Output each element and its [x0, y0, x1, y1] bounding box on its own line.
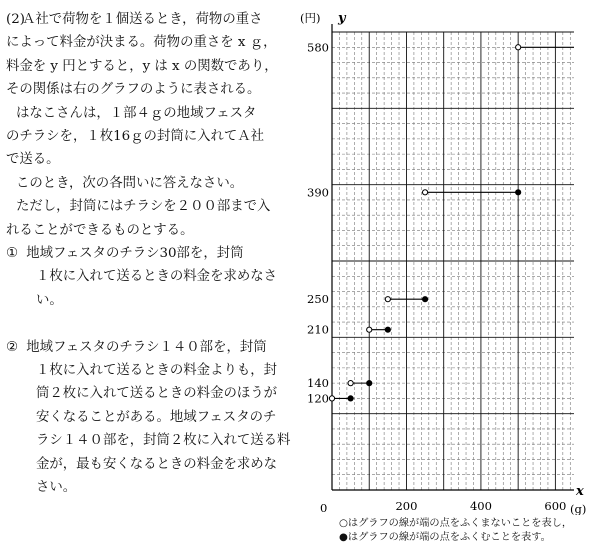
problem-line: ただし，封筒にはチラシを２００部まで入: [16, 199, 271, 215]
question-2-line: 安くなることがある。地域フェスタのチ: [36, 409, 277, 425]
origin-label: 0: [320, 501, 328, 515]
problem-line: のチラシを，１枚16ｇの封筒に入れてＡ社: [6, 129, 265, 145]
major-grid: [332, 32, 574, 490]
question-2-line: 金が，最も安くなるときの料金を求めな: [36, 456, 278, 472]
x-axis-variable: x: [576, 484, 584, 499]
open-point: [385, 297, 390, 302]
question-2-line: ラシ１４０部を，封筒２枚に入れて送る料: [36, 433, 291, 449]
y-tick-label: 210: [307, 322, 329, 337]
question-2-line: 筒２枚に入れて送るときの料金のほうが: [36, 386, 278, 402]
question-1-line: い。: [36, 292, 63, 308]
legend-closed-point: ●はグラフの線が端の点をふくむことを表す。: [339, 532, 551, 543]
x-tick-label: 400: [469, 499, 492, 513]
closed-point: [367, 381, 372, 386]
graph-segments: [332, 47, 574, 398]
axes: [332, 24, 574, 490]
x-axis-unit: (g): [570, 502, 587, 515]
legend-open-point: ○はグラフの線が端の点をふくまないことを表し，: [339, 518, 573, 529]
question-1-line: 地域フェスタのチラシ30部を，封筒: [26, 246, 244, 262]
y-axis-variable: y: [338, 11, 346, 26]
open-point: [422, 190, 427, 195]
problem-line: はなこさんは，１部４ｇの地域フェスタ: [16, 105, 257, 121]
price-step-graph: [300, 0, 608, 515]
y-tick-label: 580: [307, 40, 329, 55]
problem-line: Ａ社で荷物を１個送るとき，荷物の重さ: [22, 12, 263, 27]
question-2-mark: ②: [6, 339, 19, 355]
problem-line: その関係は右のグラフのように表される。: [6, 82, 261, 98]
problem-text: [6, 8, 298, 500]
problem-line: 料金を y 円とすると，y は x の関数であり，: [6, 58, 278, 74]
y-tick-label: 140: [307, 376, 329, 391]
open-point: [367, 327, 372, 332]
closed-point: [422, 297, 427, 302]
open-point: [329, 396, 334, 401]
graph-legend: [339, 517, 604, 545]
y-tick-label: 250: [307, 292, 329, 307]
closed-point: [385, 327, 390, 332]
open-point: [516, 45, 521, 50]
problem-line: れることができるものとする。: [6, 222, 194, 238]
x-tick-label: 200: [395, 499, 418, 513]
open-point: [348, 381, 353, 386]
problem-line: で送る。: [6, 152, 60, 168]
question-2-line: さい。: [36, 480, 77, 496]
tick-labels: [307, 40, 566, 513]
closed-point: [348, 396, 353, 401]
problem-number: (2): [6, 12, 25, 27]
question-1-mark: ①: [6, 246, 19, 262]
problem-line: このとき，次の各問いに答えなさい。: [16, 175, 244, 191]
y-tick-label: 390: [307, 185, 329, 200]
graph-endpoints: [329, 45, 520, 401]
question-2-line: 地域フェスタのチラシ１４０部を，封筒: [26, 339, 267, 355]
question-1-line: １枚に入れて送るときの料金を求めなさ: [36, 269, 278, 285]
x-tick-label: 600: [544, 499, 567, 513]
closed-point: [516, 190, 521, 195]
problem-line: によって料金が決まる。荷物の重さを x ｇ，: [6, 35, 277, 51]
question-2-line: １枚に入れて送るときの料金よりも，封: [36, 363, 278, 379]
y-tick-label: 120: [307, 391, 329, 406]
y-axis-unit: (円): [300, 11, 321, 25]
